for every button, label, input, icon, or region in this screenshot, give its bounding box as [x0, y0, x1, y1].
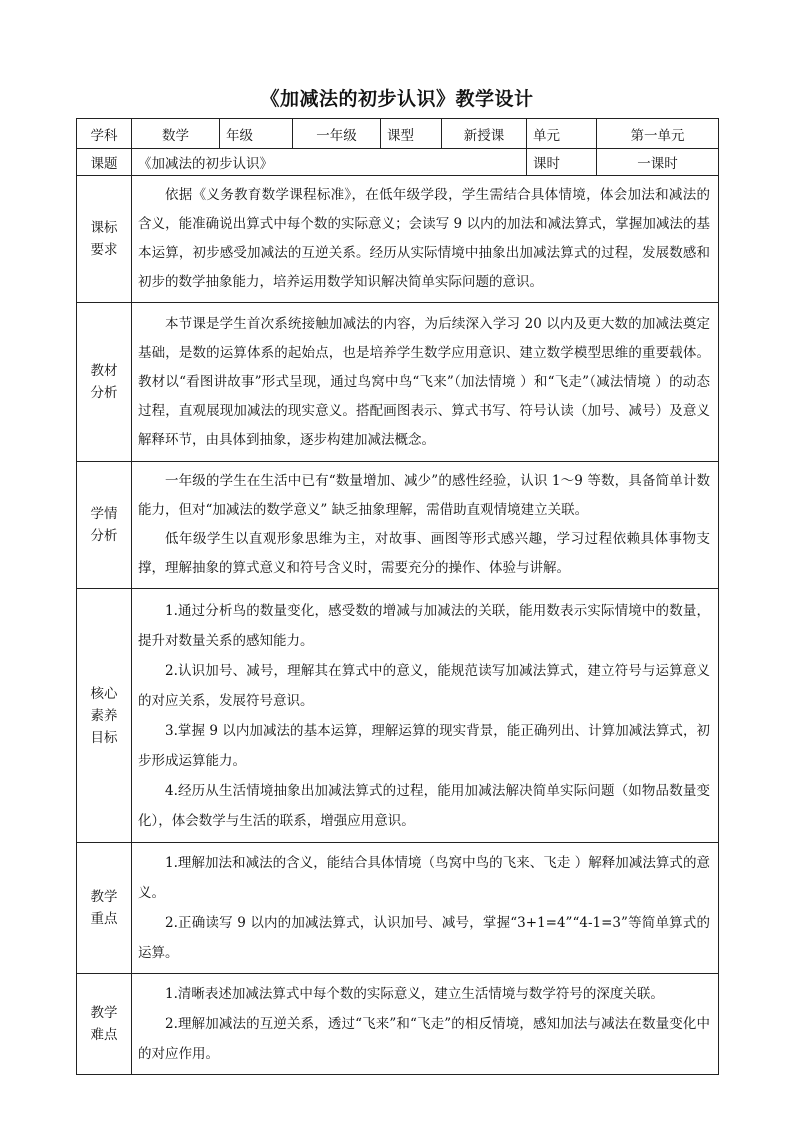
- topic-value: 《加减法的初步认识》: [132, 149, 527, 176]
- paragraph: 依据《义务教育数学课程标准》，在低年级学段，学生需结合具体情境，体会加法和减法的含义，能准确说出算式中每个数的实际意义；会读写 9 以内的加法和减法算式，掌握加减法的基本运算，初步感受加减法的互逆关系。经历从实际情境中抽象出加减法算式的过程，发展数感和初步的数学抽象能力，培养运用数学知识解决简单实际问题的意识。: [138, 187, 710, 290]
- section-content: [132, 303, 719, 462]
- grade-value: 一年级: [293, 119, 381, 149]
- unit-value: 第一单元: [597, 119, 719, 149]
- paragraph: 本节课是学生首次系统接触加减法的内容，为后续深入学习 20 以内及更大数的加减法奠定基础，是数的运算体系的起始点，也是培养学生数学应用意识、建立数学模型思维的重要载体。教材以“看图讲故事”形式呈现，通过鸟窝中鸟“飞来”（加法情境 ）和“飞走”（减法情境 ）的动态过程，直观展现加减法的现实意义。搭配画图表示、算式书写、符号认读（加号、减号）及意义解释环节，由具体到抽象，逐步构建加减法概念。: [138, 315, 710, 448]
- paragraph: 一年级的学生在生活中已有“数量增加、减少”的感性经验，认识 1～9 等数，具备简单计数能力，但对“加减法的数学意义” 缺乏抽象理解，需借助直观情境建立关联。: [138, 473, 710, 518]
- paragraph: 2.认识加号、减号，理解其在算式中的意义，能规范读写加减法算式，建立符号与运算意义的对应关系，发展符号意识。: [138, 662, 710, 709]
- lesson-plan-table: [76, 118, 719, 1075]
- section-content: [132, 843, 719, 974]
- section-row-textbook-analysis: [77, 303, 719, 462]
- paragraph: 2.正确读写 9 以内的加减法算式，认识加号、减号，掌握“3+1=4”“4-1=3”等简单算式的运算。: [138, 915, 710, 961]
- paragraph: 2.理解加减法的互逆关系，透过“飞来”和“飞走”的相反情境，感知加法与减法在数量变化中的对应作用。: [138, 1016, 710, 1062]
- section-row-student-analysis: [77, 462, 719, 589]
- unit-label: 单元: [527, 119, 597, 149]
- grade-label: 年级: [220, 119, 293, 149]
- lesson-type-label: 课型: [381, 119, 442, 149]
- section-content: [132, 176, 719, 303]
- subject-label: 学科: [77, 119, 132, 149]
- section-row-core-literacy-goals: [77, 589, 719, 843]
- class-hours-label: 课时: [527, 149, 597, 176]
- paragraph: 4.经历从生活情境抽象出加减法算式的过程，能用加减法解决简单实际问题（如物品数量变化），体会数学与生活的联系，增强应用意识。: [138, 782, 710, 829]
- section-label: 教学 重点: [77, 843, 132, 974]
- topic-label: 课题: [77, 149, 132, 176]
- paragraph: 1.理解加法和减法的含义，能结合具体情境（鸟窝中鸟的飞来、飞走 ）解释加减法算式的意义。: [138, 855, 710, 901]
- section-label: 教材 分析: [77, 303, 132, 462]
- lesson-type-value: 新授课: [442, 119, 527, 149]
- section-label: 学情 分析: [77, 462, 132, 589]
- section-row-curriculum-standard: [77, 176, 719, 303]
- section-label: 课标 要求: [77, 176, 132, 303]
- paragraph: 低年级学生以直观形象思维为主，对故事、画图等形式感兴趣，学习过程依赖具体事物支撑，理解抽象的算式意义和符号含义时，需要充分的操作、体验与讲解。: [138, 531, 710, 576]
- section-row-difficulties: [77, 974, 719, 1075]
- section-label: 教学 难点: [77, 974, 132, 1075]
- paragraph: 3.掌握 9 以内加减法的基本运算，理解运算的现实背景，能正确列出、计算加减法算式，初步形成运算能力。: [138, 722, 710, 769]
- section-content: [132, 589, 719, 843]
- paragraph: 1.清晰表述加减法算式中每个数的实际意义，建立生活情境与数学符号的深度关联。: [165, 986, 664, 1002]
- class-hours-value: 一课时: [597, 149, 719, 176]
- section-content: [132, 462, 719, 589]
- section-label: 核心 素养 目标: [77, 589, 132, 843]
- subject-value: 数学: [132, 119, 220, 149]
- document-title: 《加减法的初步认识》教学设计: [260, 88, 534, 110]
- topic-row: [77, 149, 719, 176]
- paragraph: 1.通过分析鸟的数量变化，感受数的增减与加减法的关联，能用数表示实际情境中的数量，提升对数量关系的感知能力。: [138, 602, 710, 649]
- section-content: [132, 974, 719, 1075]
- section-row-key-points: [77, 843, 719, 974]
- header-row: [77, 119, 719, 149]
